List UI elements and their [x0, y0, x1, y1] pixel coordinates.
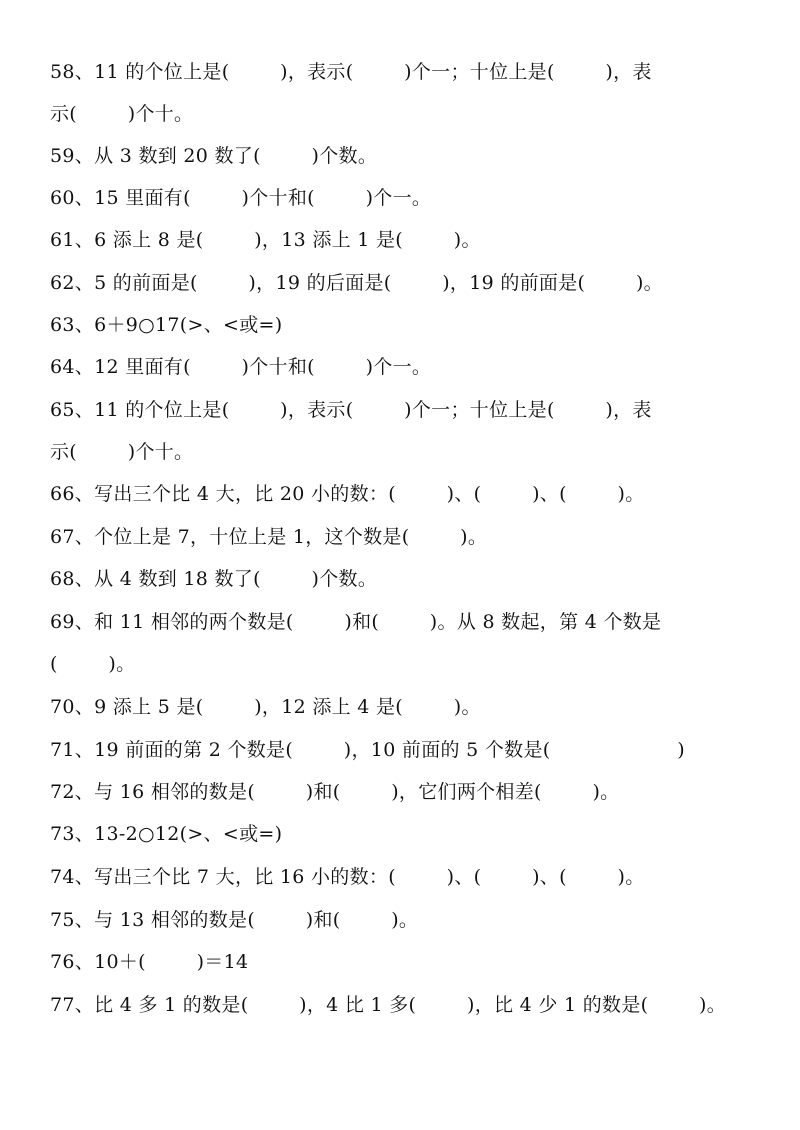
- question-60: 60、15 里面有( )个十和( )个一。: [50, 187, 432, 209]
- question-74: 74、写出三个比 7 大，比 16 小的数：( )、( )、( )。: [50, 866, 645, 888]
- question-76: 76、10＋( )＝14: [50, 951, 249, 973]
- question-71: 71、19 前面的第 2 个数是( )，10 前面的 5 个数是( ): [50, 739, 686, 761]
- question-65-line-1: 65、11 的个位上是( )，表示( )个一；十位上是( )，表: [50, 399, 652, 421]
- question-68: 68、从 4 数到 18 数了( )个数。: [50, 568, 378, 590]
- question-73: 73、13-2○12(>、<或=): [50, 823, 283, 845]
- question-72: 72、与 16 相邻的数是( )和( )，它们两个相差( )。: [50, 781, 620, 803]
- question-62: 62、5 的前面是( )，19 的后面是( )，19 的前面是( )。: [50, 272, 663, 294]
- question-63: 63、6＋9○17(>、<或=): [50, 314, 283, 336]
- question-61: 61、6 添上 8 是( )，13 添上 1 是( )。: [50, 229, 481, 251]
- question-65-line-2: 示( )个十。: [50, 441, 194, 463]
- question-59: 59、从 3 数到 20 数了( )个数。: [50, 145, 378, 167]
- question-70: 70、9 添上 5 是( )，12 添上 4 是( )。: [50, 696, 481, 718]
- question-69-line-2: ( )。: [50, 653, 136, 675]
- question-69-line-1: 69、和 11 相邻的两个数是( )和( )。从 8 数起，第 4 个数是: [50, 611, 662, 633]
- question-75: 75、与 13 相邻的数是( )和( )。: [50, 909, 419, 931]
- question-58-line-2: 示( )个十。: [50, 103, 194, 125]
- question-66: 66、写出三个比 4 大，比 20 小的数：( )、( )、( )。: [50, 483, 645, 505]
- question-67: 67、个位上是 7，十位上是 1，这个数是( )。: [50, 526, 488, 548]
- question-64: 64、12 里面有( )个十和( )个一。: [50, 356, 432, 378]
- question-58-line-1: 58、11 的个位上是( )，表示( )个一；十位上是( )，表: [50, 61, 652, 83]
- question-77: 77、比 4 多 1 的数是( )，4 比 1 多( )，比 4 少 1 的数是( )。: [50, 994, 727, 1016]
